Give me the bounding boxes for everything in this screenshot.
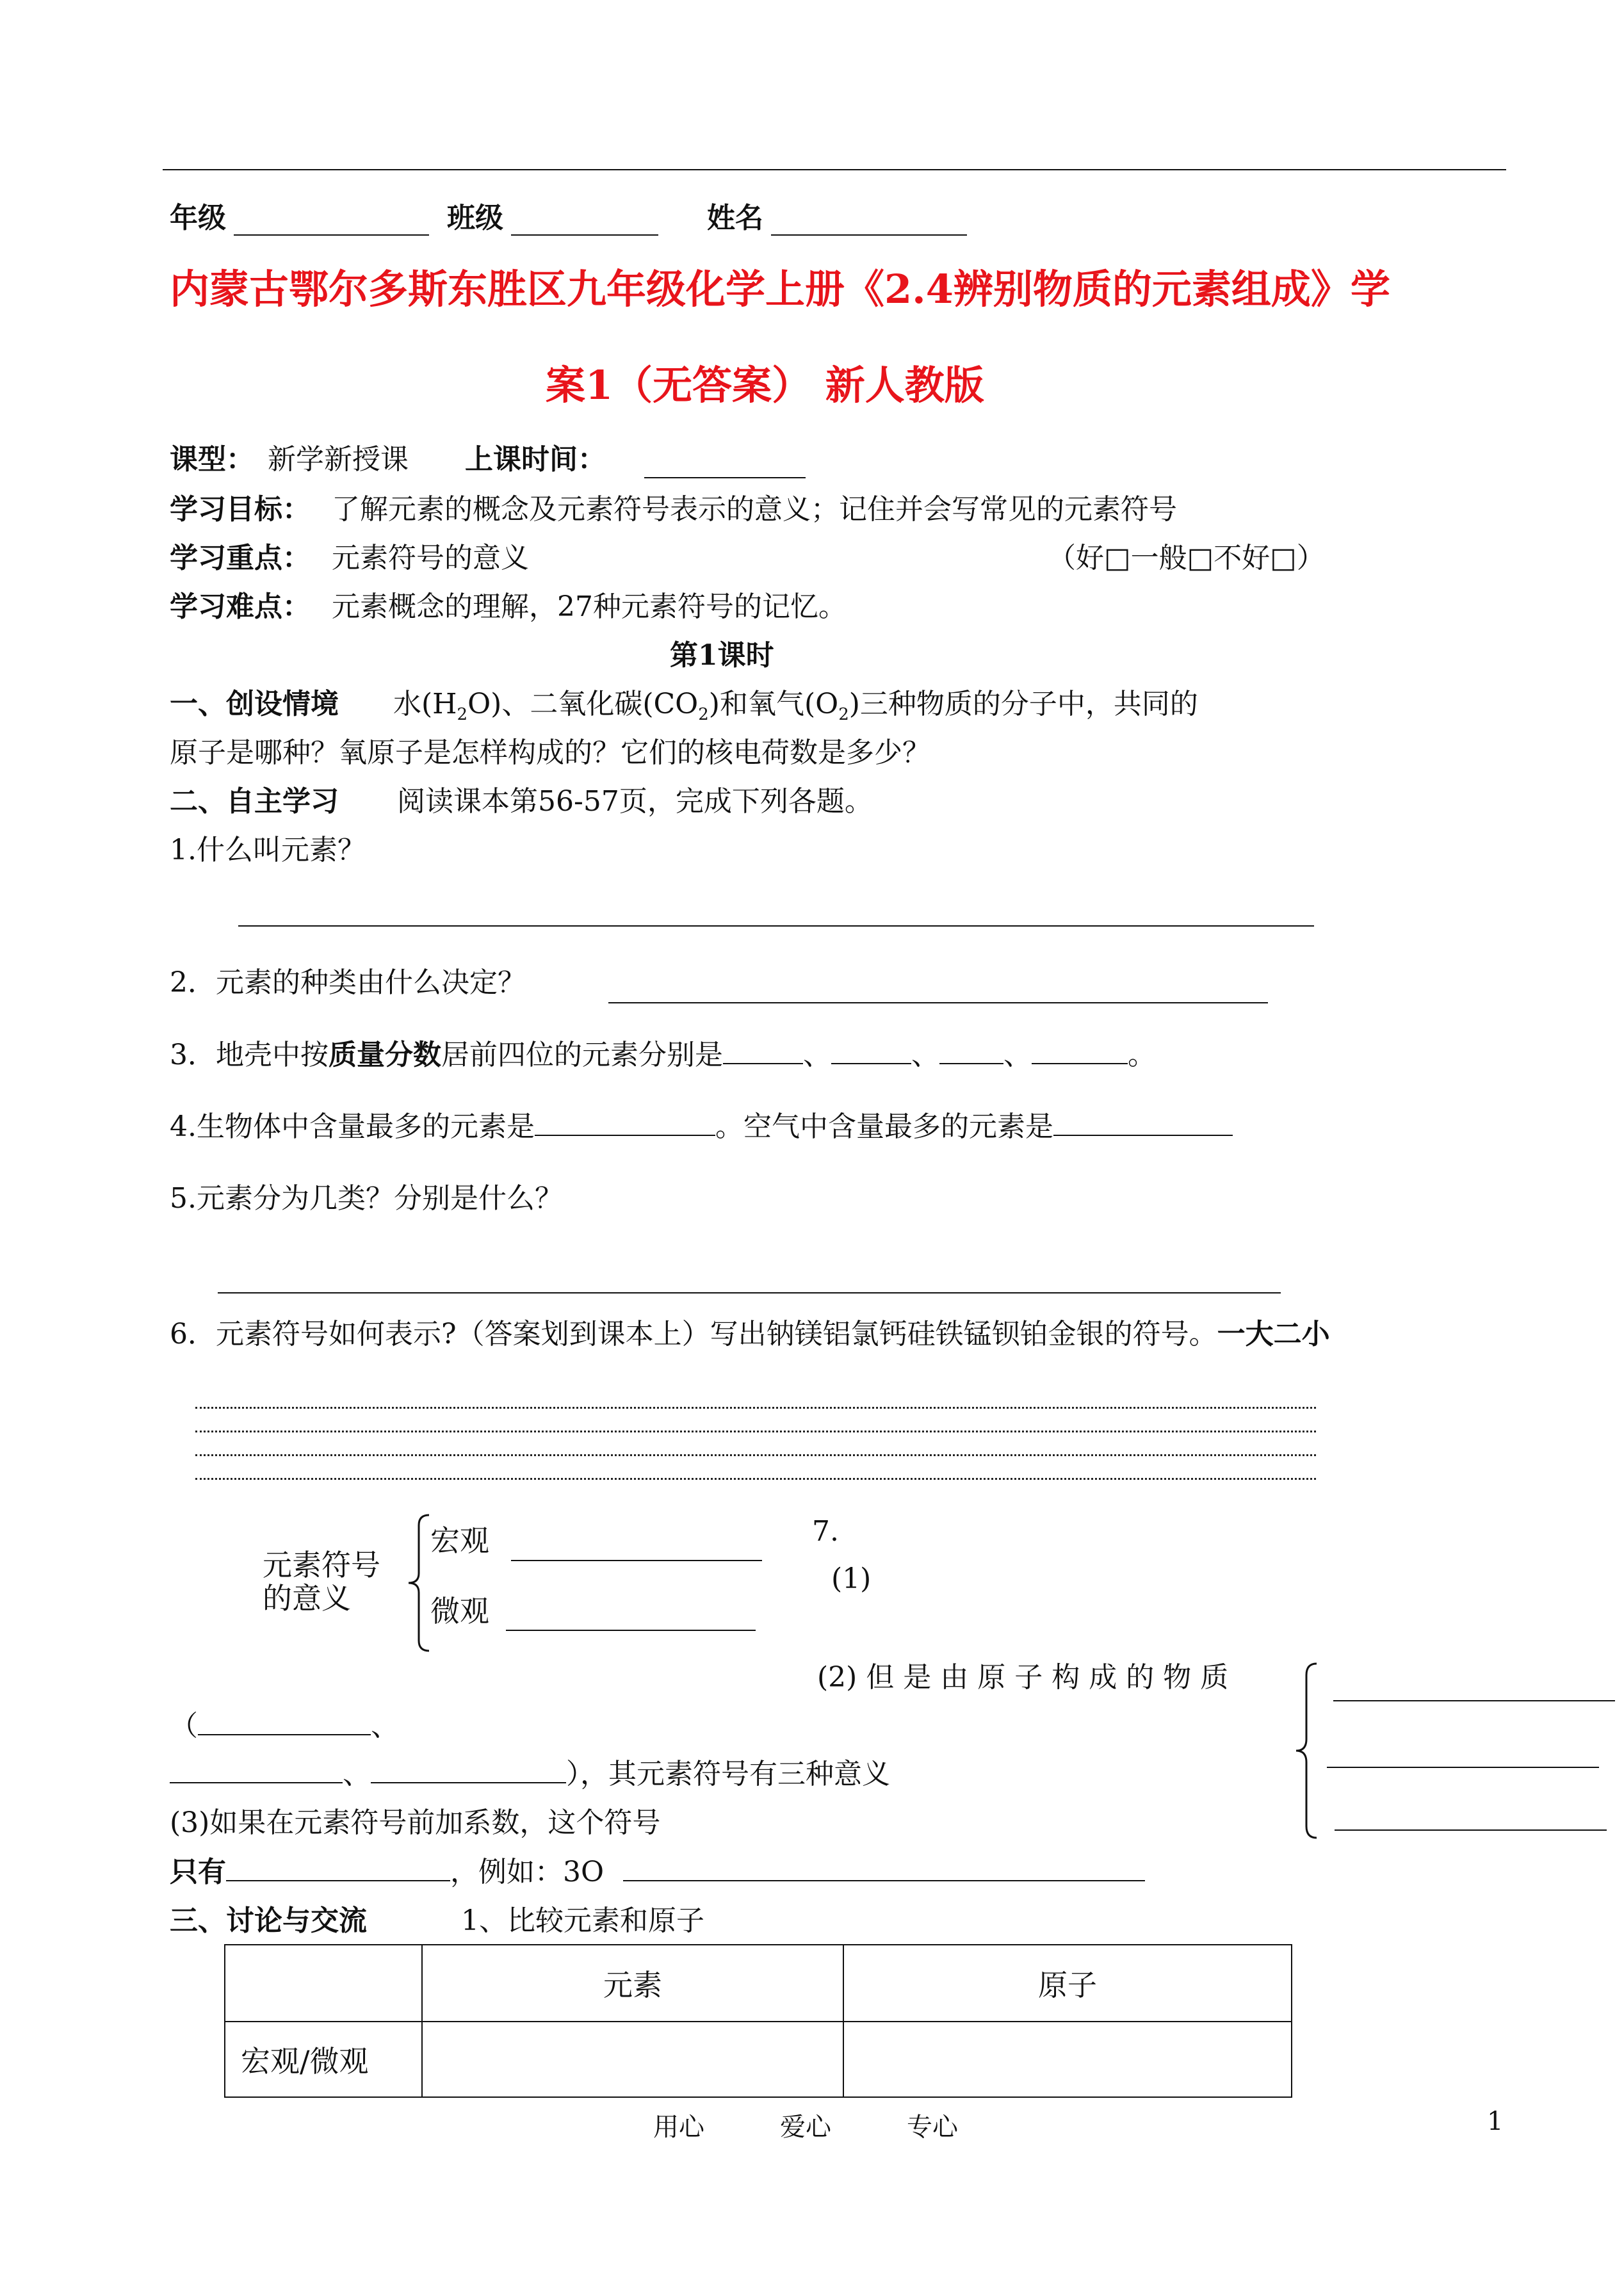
subscript-2: 2 (457, 704, 468, 724)
dotted-answer-line[interactable] (195, 1407, 1316, 1409)
grade-label: 年级 (170, 202, 226, 234)
separator: 、 (803, 1039, 831, 1071)
dotted-answer-line[interactable] (195, 1454, 1316, 1456)
table-header-cell: 原子 (843, 1945, 1292, 2022)
question-4-b: 。空气中含量最多的元素是 (715, 1110, 1053, 1143)
section3-heading: 三、讨论与交流 (170, 1904, 367, 1937)
example-text: ，例如：3O (450, 1856, 605, 1888)
only-label: 只有 (170, 1856, 226, 1888)
difficulty-text: 元素概念的理解，27种元素符号的记忆。 (332, 590, 847, 623)
name-blank[interactable] (771, 234, 967, 236)
question-3-b: 居前四位的元素分别是 (441, 1039, 723, 1071)
macro-blank[interactable] (511, 1560, 762, 1561)
blank[interactable] (623, 1854, 1145, 1881)
left-brace-icon (403, 1512, 432, 1653)
question-2: 2．元素的种类由什么决定？ (170, 966, 526, 999)
meaning-blank-3[interactable] (1335, 1829, 1607, 1831)
section2-heading: 二、自主学习 (170, 785, 339, 818)
blank[interactable] (723, 1037, 803, 1064)
subscript-2: 2 (698, 704, 709, 724)
goal-text: 了解元素的概念及元素符号表示的意义；记住并会写常见的元素符号 (332, 493, 1177, 526)
blank[interactable] (226, 1854, 450, 1881)
blank[interactable] (831, 1037, 911, 1064)
dotted-answer-line[interactable] (195, 1431, 1316, 1432)
table-cell-atom[interactable] (843, 2022, 1292, 2097)
separator: 、 (371, 1710, 399, 1742)
page-title-line1: 内蒙古鄂尔多斯东胜区九年级化学上册《2.4辨别物质的元素组成》学 (170, 266, 1390, 312)
top-rule (163, 169, 1506, 170)
self-rating: （好□一般□不好□） (1048, 542, 1325, 574)
symbol-meaning-label-line2: 的意义 (263, 1581, 351, 1616)
meaning-blank-1[interactable] (1333, 1700, 1615, 1701)
section2-intro: 阅读课本第56-57页，完成下列各题。 (397, 785, 873, 818)
answer-line-q5[interactable] (218, 1292, 1281, 1293)
question-3-bold: 质量分数 (329, 1039, 441, 1071)
class-blank[interactable] (511, 234, 658, 236)
question-3 (170, 1037, 1156, 1073)
page-title-line2: 案1（无答案） 新人教版 (546, 362, 984, 409)
question-7-part2-line1 (170, 1708, 399, 1744)
grade-blank[interactable] (234, 234, 429, 236)
name-label: 姓名 (707, 202, 763, 234)
blank[interactable] (535, 1109, 715, 1136)
answer-line-q1[interactable] (238, 925, 1314, 927)
footer-word-3: 专心 (907, 2113, 958, 2142)
question-6-bold: 一大二小 (1217, 1318, 1330, 1350)
section1-text1-c: )和氧气(O (708, 688, 839, 720)
question-6-text: 6．元素符号如何表示?（答案划到课本上）写出钠镁铝氯钙硅铁锰钡铂金银的符号。 (170, 1318, 1217, 1350)
question-4-a: 4.生物体中含量最多的元素是 (170, 1110, 535, 1143)
blank[interactable] (198, 1708, 371, 1735)
answer-line-q2[interactable] (608, 1002, 1268, 1003)
key-text: 元素符号的意义 (332, 542, 529, 574)
question-1: 1.什么叫元素？ (170, 834, 366, 866)
table-row (225, 2022, 1292, 2097)
section1-text1-a: 水(H (393, 688, 457, 720)
open-paren: （ (170, 1710, 198, 1742)
question-7-part3-line2 (170, 1854, 1145, 1890)
table-header-cell: 元素 (422, 1945, 843, 2022)
meaning-blank-2[interactable] (1327, 1767, 1599, 1768)
blank[interactable] (170, 1756, 343, 1783)
class-label: 班级 (447, 202, 503, 234)
section1-heading: 一、创设情境 (170, 688, 339, 720)
table-header-cell (225, 1945, 422, 2022)
class-time-label: 上课时间： (465, 443, 606, 476)
blank[interactable] (371, 1756, 566, 1783)
dotted-answer-line[interactable] (195, 1478, 1316, 1480)
question-7-part2-line2 (170, 1756, 890, 1792)
symbol-meaning-label-line1: 元素符号 (263, 1548, 380, 1582)
symbol-meaning-label (263, 1548, 380, 1615)
table-row-label: 宏观/微观 (225, 2022, 422, 2097)
section1-text1 (393, 686, 1198, 733)
micro-label: 微观 (430, 1594, 489, 1628)
question-4 (170, 1109, 1233, 1145)
comparison-table (224, 1944, 1292, 2098)
micro-blank[interactable] (506, 1630, 756, 1631)
section1-text1-b: O)、二氧化碳(CO (467, 688, 699, 720)
class-time-blank[interactable] (644, 477, 806, 478)
separator: 、 (911, 1039, 939, 1071)
question-7-part2-end: ），其元素符号有三种意义 (566, 1758, 890, 1790)
goal-label: 学习目标： (170, 493, 311, 526)
footer-word-2: 爱心 (780, 2113, 831, 2142)
page-number: 1 (1487, 2107, 1504, 2136)
question-7-part3: (3)如果在元素符号前加系数，这个符号 (170, 1806, 661, 1839)
question-7-part2: (2) 但 是 由 原 子 构 成 的 物 质 (817, 1661, 1229, 1694)
macro-label: 宏观 (430, 1523, 489, 1558)
right-brace-icon (1294, 1661, 1319, 1840)
question-6 (170, 1317, 1330, 1352)
question-7-part1: (1) (831, 1562, 872, 1595)
footer-word-1: 用心 (653, 2113, 704, 2142)
lesson-type-value: 新学新授课 (268, 443, 409, 476)
lesson-type-label: 课型： (170, 443, 254, 476)
blank[interactable] (1032, 1037, 1128, 1064)
difficulty-label: 学习难点： (170, 590, 311, 623)
section1-text1-d: )三种物质的分子中，共同的 (849, 688, 1198, 720)
question-5: 5.元素分为几类？分别是什么？ (170, 1182, 563, 1215)
question-3-a: 3．地壳中按 (170, 1039, 329, 1071)
table-header-row (225, 1945, 1292, 2022)
table-cell-element[interactable] (422, 2022, 843, 2097)
separator: 、 (1003, 1039, 1032, 1071)
subscript-2: 2 (838, 704, 849, 724)
question-7-number: 7. (812, 1515, 839, 1548)
key-label: 学习重点： (170, 542, 311, 574)
separator: 、 (343, 1758, 371, 1790)
period: 。 (1128, 1039, 1156, 1071)
blank[interactable] (1053, 1109, 1233, 1136)
section3-subheading: 1、比较元素和原子 (461, 1904, 704, 1937)
blank[interactable] (939, 1037, 1003, 1064)
session-title: 第1课时 (670, 639, 774, 672)
section1-text2: 原子是哪种？氧原子是怎样构成的？它们的核电荷数是多少？ (170, 736, 930, 769)
